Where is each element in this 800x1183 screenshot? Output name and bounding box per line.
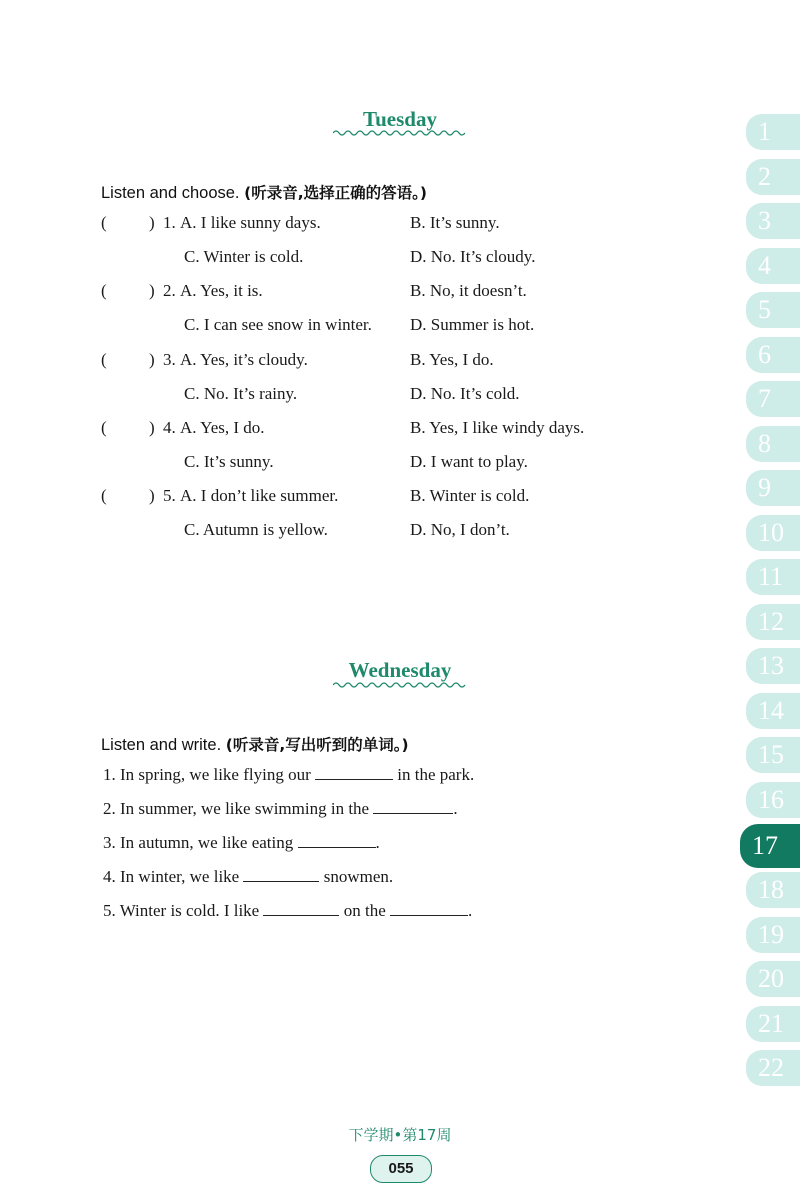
tuesday-instruction	[101, 181, 427, 203]
sentence-part: 5. Winter is cold. I like	[103, 901, 264, 920]
question-row	[0, 281, 800, 311]
option-c: C. It’s sunny.	[184, 452, 274, 471]
question-number: 1.	[163, 213, 176, 232]
chapter-tab-9[interactable]: 9	[746, 470, 800, 506]
instruction-english: Listen and choose.	[101, 184, 240, 202]
option-b: B. It’s sunny.	[410, 213, 500, 232]
answer-paren-close: )	[149, 350, 155, 369]
sentence-part: 2. In summer, we like swimming in the	[103, 799, 374, 818]
answer-blank[interactable]	[263, 901, 339, 916]
answer-blank[interactable]	[390, 901, 468, 916]
option-c: C. Winter is cold.	[184, 247, 304, 266]
heading-wave-decoration	[333, 681, 467, 689]
question-row	[0, 213, 800, 243]
chapter-tab-8[interactable]: 8	[746, 426, 800, 462]
question-number: 4.	[163, 418, 176, 437]
sentence-part: in the park.	[393, 765, 475, 784]
tuesday-heading: Tuesday	[363, 107, 437, 131]
answer-paren-close: )	[149, 418, 155, 437]
term-week-label: 下学期•第17周	[348, 1126, 452, 1144]
option-d: D. I want to play.	[410, 452, 528, 471]
answer-paren-open[interactable]: (	[101, 486, 107, 505]
option-a: A. Yes, it’s cloudy.	[180, 350, 308, 369]
sentence-part: .	[453, 799, 458, 818]
option-d: D. Summer is hot.	[410, 315, 535, 334]
option-b: B. Yes, I like windy days.	[410, 418, 585, 437]
question-row	[0, 350, 800, 380]
answer-paren-open[interactable]: (	[101, 350, 107, 369]
answer-paren-close: )	[149, 486, 155, 505]
option-a: A. Yes, I do.	[180, 418, 265, 437]
page-number: 055	[370, 1155, 432, 1183]
instruction-chinese: (听录音,选择正确的答语。)	[244, 184, 427, 202]
chapter-tab-strip	[740, 100, 800, 1085]
sentence-part: 1. In spring, we like flying our	[103, 765, 315, 784]
option-d: D. No. It’s cloudy.	[410, 247, 536, 266]
instruction-chinese: (听录音,写出听到的单词。)	[225, 736, 409, 754]
sentence-part: .	[468, 901, 473, 920]
fill-blank-item	[103, 901, 472, 921]
question-row-continued	[0, 247, 800, 277]
chapter-tab-7[interactable]: 7	[746, 381, 800, 417]
chapter-tab-16[interactable]: 16	[746, 782, 800, 818]
chapter-tab-10[interactable]: 10	[746, 515, 800, 551]
chapter-tab-2[interactable]: 2	[746, 159, 800, 195]
answer-paren-close: )	[149, 281, 155, 300]
option-a: A. Yes, it is.	[180, 281, 263, 300]
fill-blank-item	[103, 833, 380, 853]
question-row-continued	[0, 384, 800, 414]
option-b: B. Winter is cold.	[410, 486, 530, 505]
chapter-tab-1[interactable]: 1	[746, 114, 800, 150]
option-d: D. No. It’s cold.	[410, 384, 520, 403]
chapter-tab-6[interactable]: 6	[746, 337, 800, 373]
chapter-tab-4[interactable]: 4	[746, 248, 800, 284]
sentence-part: on the	[339, 901, 391, 920]
answer-paren-close: )	[149, 213, 155, 232]
answer-paren-open[interactable]: (	[101, 418, 107, 437]
chapter-tab-19[interactable]: 19	[746, 917, 800, 953]
wednesday-instruction	[101, 733, 409, 755]
chapter-tab-12[interactable]: 12	[746, 604, 800, 640]
fill-blank-item	[103, 867, 393, 887]
answer-paren-open[interactable]: (	[101, 281, 107, 300]
answer-blank[interactable]	[373, 799, 453, 814]
wednesday-heading: Wednesday	[348, 658, 452, 682]
sentence-part: snowmen.	[319, 867, 394, 886]
question-number: 3.	[163, 350, 176, 369]
chapter-tab-17[interactable]: 17	[740, 824, 800, 868]
answer-blank[interactable]	[298, 833, 376, 848]
question-number: 2.	[163, 281, 176, 300]
chapter-tab-21[interactable]: 21	[746, 1006, 800, 1042]
answer-blank[interactable]	[243, 867, 319, 882]
chapter-tab-14[interactable]: 14	[746, 693, 800, 729]
chapter-tab-3[interactable]: 3	[746, 203, 800, 239]
option-b: B. Yes, I do.	[410, 350, 494, 369]
question-row	[0, 418, 800, 448]
question-row	[0, 486, 800, 516]
chapter-tab-18[interactable]: 18	[746, 872, 800, 908]
sentence-part: .	[375, 833, 380, 852]
instruction-english: Listen and write.	[101, 736, 222, 754]
option-b: B. No, it doesn’t.	[410, 281, 527, 300]
sentence-part: 3. In autumn, we like eating	[103, 833, 298, 852]
answer-blank[interactable]	[315, 765, 393, 780]
answer-paren-open[interactable]: (	[101, 213, 107, 232]
option-c: C. I can see snow in winter.	[184, 315, 372, 334]
option-c: C. Autumn is yellow.	[184, 520, 328, 539]
option-a: A. I don’t like summer.	[180, 486, 339, 505]
question-row-continued	[0, 452, 800, 482]
chapter-tab-22[interactable]: 22	[746, 1050, 800, 1086]
question-number: 5.	[163, 486, 176, 505]
heading-wave-decoration	[333, 129, 465, 137]
option-c: C. No. It’s rainy.	[184, 384, 298, 403]
question-row-continued	[0, 520, 800, 550]
option-d: D. No, I don’t.	[410, 520, 510, 539]
fill-blank-item	[103, 765, 474, 785]
option-a: A. I like sunny days.	[180, 213, 321, 232]
chapter-tab-5[interactable]: 5	[746, 292, 800, 328]
question-row-continued	[0, 315, 800, 345]
sentence-part: 4. In winter, we like	[103, 867, 244, 886]
chapter-tab-13[interactable]: 13	[746, 648, 800, 684]
fill-blank-item	[103, 799, 458, 819]
chapter-tab-11[interactable]: 11	[746, 559, 800, 595]
chapter-tab-15[interactable]: 15	[746, 737, 800, 773]
chapter-tab-20[interactable]: 20	[746, 961, 800, 997]
